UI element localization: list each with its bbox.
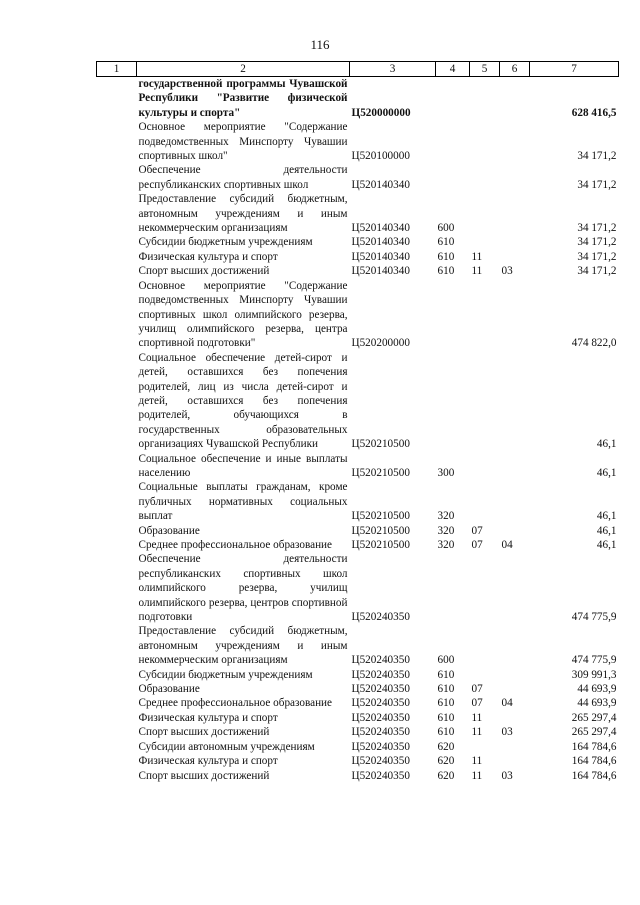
header-row [97,62,619,77]
header-col-2: 2 [137,62,350,77]
row-subsection [500,480,530,523]
table-row [97,711,619,725]
row-amount: 265 297,4 [571,711,617,724]
row-spacer [97,77,137,121]
row-target-code: Ц520210500 [351,539,410,551]
row-spacer [97,452,137,481]
row-target-code: Ц520140340 [351,250,410,263]
row-name: Среднее профессиональное образование [138,697,333,710]
row-section: 11 [471,726,483,739]
row-amount: 34 171,2 [577,236,617,249]
row-name: Среднее профессиональное образование [138,539,333,551]
row-amount: 34 171,2 [577,150,617,163]
row-spacer [97,120,137,163]
row-name: Основное мероприятие "Содержание подведомственных Минспорту Чувашии спортивных школ" [138,121,348,163]
row-amount: 34 171,2 [577,178,617,191]
row-expense-type: 610 [437,697,455,710]
row-spacer [97,192,137,235]
row-target-code: Ц520200000 [351,337,410,350]
row-expense-type: 620 [437,769,455,782]
row-name: Социальное обеспечение и иные выплаты населению [138,452,348,479]
row-spacer [97,740,137,754]
row-subsection [500,250,530,264]
row-name: Физическая культура и спорт [138,755,278,768]
row-amount: 164 784,6 [571,769,617,782]
row-expense-type: 320 [437,510,455,523]
row-subsection [500,279,530,351]
row-subsection [500,668,530,682]
row-section: 11 [471,250,483,263]
row-amount: 628 416,5 [571,106,617,119]
row-expense-type: 610 [437,236,455,249]
row-target-code: Ц520100000 [351,150,410,163]
row-section [470,163,500,192]
row-target-code: Ц520240350 [351,711,410,724]
row-name: Социальные выплаты гражданам, кроме публичных нормативных социальных выплат [138,481,348,523]
row-section [470,480,500,523]
row-subsection [500,754,530,768]
table-row [97,77,619,121]
table-row [97,235,619,249]
row-target-code: Ц520240350 [351,740,410,753]
row-target-code: Ц520240350 [351,726,410,739]
page-number: 116 [310,37,330,52]
header-col-3: 3 [350,62,436,77]
table-body [97,77,619,783]
row-expense-type: 620 [437,740,455,753]
row-subsection: 04 [501,539,513,551]
row-spacer [97,250,137,264]
row-expense-type: 610 [437,683,455,696]
row-subsection [500,682,530,696]
header-col-6: 6 [500,62,530,77]
row-name: Образование [138,683,200,696]
row-amount: 34 171,2 [577,250,617,263]
row-amount: 46,1 [596,510,617,523]
row-section [470,552,500,624]
row-expense-type: 610 [437,668,455,681]
row-name: Обеспечение деятельности республиканских спортивных школ олимпийского резерва, училищ олимпийского резерва, центров спортивной подготовки [138,553,348,624]
row-spacer [97,264,137,278]
row-spacer [97,696,137,710]
table-row [97,351,619,452]
table-row [97,538,619,552]
table-row [97,552,619,624]
row-section [470,668,500,682]
row-expense-type [436,279,470,351]
table-row [97,740,619,754]
row-spacer [97,754,137,768]
header-col-4: 4 [436,62,470,77]
row-spacer [97,538,137,552]
row-target-code: Ц520240350 [351,654,410,667]
table-row [97,192,619,235]
header-col-7: 7 [530,62,619,77]
row-spacer [97,163,137,192]
row-name: Предоставление субсидий бюджетным, автономным учреждениям и иным некоммерческим организациям [138,625,348,667]
row-expense-type [436,351,470,452]
row-amount: 46,1 [596,438,617,451]
row-expense-type [436,120,470,163]
row-section [470,120,500,163]
row-amount: 474 822,0 [571,337,617,350]
row-expense-type: 600 [437,222,455,235]
row-subsection [500,452,530,481]
row-name: Образование [138,524,200,537]
table-row [97,524,619,538]
row-expense-type: 320 [437,539,455,551]
row-spacer [97,682,137,696]
table-row [97,250,619,264]
row-subsection [500,552,530,624]
row-amount: 474 775,9 [571,654,617,667]
row-amount: 46,1 [596,539,617,551]
table-row [97,452,619,481]
row-name: Физическая культура и спорт [138,250,278,263]
row-section: 07 [471,524,483,537]
row-section [470,279,500,351]
row-expense-type [436,77,470,121]
table-row [97,163,619,192]
row-name: Спорт высших достижений [138,726,270,739]
row-spacer [97,524,137,538]
row-amount: 164 784,6 [571,740,617,753]
row-target-code: Ц520240350 [351,611,410,624]
row-target-code: Ц520140340 [351,222,410,235]
row-amount: 265 297,4 [571,726,617,739]
row-name: Предоставление субсидий бюджетным, автономным учреждениям и иным некоммерческим организациям [138,193,348,235]
row-section: 07 [471,539,483,551]
row-subsection [500,163,530,192]
table-row [97,696,619,710]
row-name: Субсидии автономным учреждениям [138,740,315,753]
row-expense-type: 300 [437,466,455,479]
row-expense-type: 610 [437,726,455,739]
row-expense-type: 320 [437,524,455,537]
row-section [470,452,500,481]
row-expense-type: 610 [437,265,455,278]
row-target-code: Ц520140340 [351,236,410,249]
row-name: Основное мероприятие "Содержание подведомственных Минспорту Чувашии спортивных школ олимпийского резерва, училищ олимпийского резерва, центра спортивной подготовки" [138,279,348,350]
row-expense-type [436,552,470,624]
row-target-code: Ц520240350 [351,668,410,681]
row-amount: 164 784,6 [571,755,617,768]
row-amount: 474 775,9 [571,611,617,624]
row-name: Физическая культура и спорт [138,711,278,724]
row-subsection: 04 [501,697,513,710]
row-section: 07 [471,697,483,710]
row-target-code: Ц520210500 [351,524,410,537]
row-subsection [500,77,530,121]
table-row [97,769,619,783]
row-subsection [500,740,530,754]
row-amount: 34 171,2 [577,222,617,235]
table-row [97,725,619,739]
row-subsection [500,624,530,667]
row-section [470,192,500,235]
row-name: Спорт высших достижений [138,769,270,782]
row-spacer [97,235,137,249]
row-spacer [97,351,137,452]
row-section [470,351,500,452]
row-name: Субсидии бюджетным учреждениям [138,236,313,249]
row-section: 11 [471,769,483,782]
row-spacer [97,668,137,682]
row-amount: 309 991,3 [571,668,617,681]
row-name: государственной программы Чувашской Республики "Развитие физической культуры и спорта" [138,78,348,119]
row-expense-type: 610 [437,711,455,724]
row-section: 11 [471,711,483,724]
row-section [470,235,500,249]
row-target-code: Ц520240350 [351,769,410,782]
row-subsection [500,192,530,235]
row-subsection [500,235,530,249]
row-name: Социальное обеспечение детей-сирот и детей, оставшихся без попечения родителей, лиц из числа детей-сирот и детей, оставшихся без попечения родителей, обучающихся в государственных образовательных организациях Чувашской Республики [138,351,348,451]
row-amount: 46,1 [596,524,617,537]
table-row [97,264,619,278]
table-row [97,120,619,163]
row-expense-type [436,163,470,192]
header-col-1: 1 [97,62,137,77]
table-row [97,624,619,667]
table-row [97,480,619,523]
row-target-code: Ц520140340 [351,265,410,278]
table-row [97,668,619,682]
row-name: Субсидии бюджетным учреждениям [138,668,313,681]
row-subsection [500,524,530,538]
row-section: 11 [471,265,483,278]
row-spacer [97,552,137,624]
row-expense-type: 620 [437,755,455,768]
row-subsection: 03 [501,726,513,739]
row-amount: 44 693,9 [577,697,617,710]
row-expense-type: 610 [437,250,455,263]
row-name: Спорт высших достижений [138,265,270,278]
row-target-code: Ц520140340 [351,178,410,191]
row-spacer [97,711,137,725]
row-amount: 44 693,9 [577,683,617,696]
row-section: 11 [471,755,483,768]
row-target-code: Ц520240350 [351,755,410,768]
row-section [470,740,500,754]
table-row [97,754,619,768]
row-target-code: Ц520210500 [351,510,410,523]
row-section [470,77,500,121]
row-target-code: Ц520240350 [351,697,410,710]
row-subsection: 03 [501,769,513,782]
row-amount: 34 171,2 [577,265,617,278]
row-target-code: Ц520210500 [351,466,410,479]
row-spacer [97,769,137,783]
budget-table [96,61,619,783]
row-section: 07 [471,683,483,696]
row-subsection [500,711,530,725]
row-spacer [97,624,137,667]
header-col-5: 5 [470,62,500,77]
row-spacer [97,725,137,739]
row-subsection: 03 [501,265,513,278]
row-expense-type: 600 [437,654,455,667]
row-name: Обеспечение деятельности республиканских спортивных школ [138,164,348,191]
row-amount: 46,1 [596,466,617,479]
row-subsection [500,120,530,163]
row-subsection [500,351,530,452]
row-section [470,624,500,667]
row-target-code: Ц520240350 [351,683,410,696]
table-row [97,682,619,696]
table-row [97,279,619,351]
row-spacer [97,480,137,523]
row-spacer [97,279,137,351]
row-target-code: Ц520210500 [351,438,410,451]
row-target-code: Ц520000000 [351,106,411,119]
